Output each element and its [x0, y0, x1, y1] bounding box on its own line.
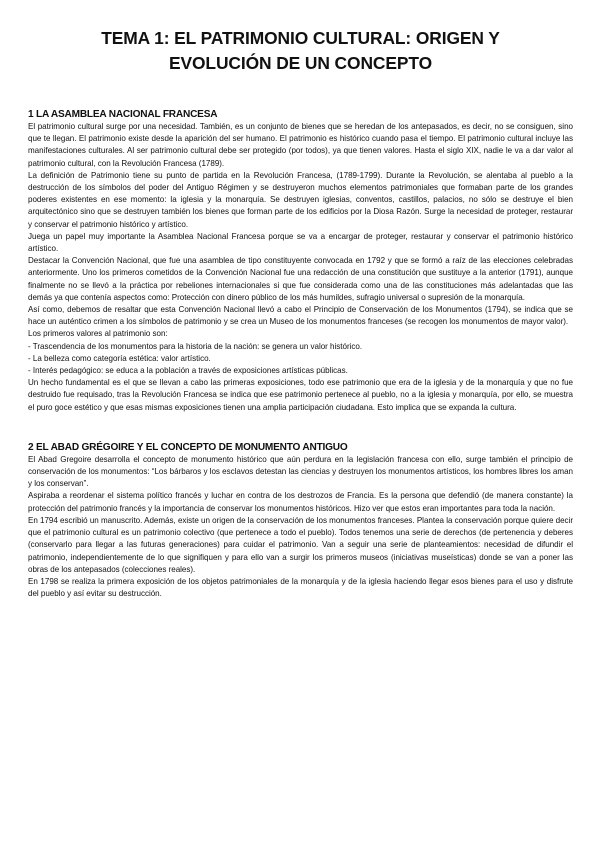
paragraph: Un hecho fundamental es el que se llevan a cabo las primeras exposiciones, todo ese patrimonio que era de la iglesia y de la monarquía y que no fue destruido fue requisado, tras la Revolución Francesa se indica que ese patrimonio pertenece al pueblo, no a la iglesia y monarquía, por ello, se muestra el puro goce estético y que esas mismas exposiciones tienen una amplia participación ciudadana. Esto implica que se expanda la cultura. [28, 378, 573, 412]
section-asamblea-nacional [28, 108, 573, 414]
title-line-2: EVOLUCIÓN DE UN CONCEPTO [169, 53, 432, 73]
section-heading: 1 LA ASAMBLEA NACIONAL FRANCESA [28, 109, 218, 120]
title-line-1: TEMA 1: EL PATRIMONIO CULTURAL: ORIGEN Y [101, 28, 500, 48]
paragraph: Así como, debemos de resaltar que esta Convención Nacional llevó a cabo el Principio de Conservación de los Monumentos (1794), se indica que se hace un auténtico crimen a los símbolos de patrimonio y se crea un Museo de los monumentos franceses (se recogen los monumentos de mayor valor). [28, 305, 573, 327]
list-intro: Los primeros valores al patrimonio son: [28, 329, 168, 339]
paragraph: La definición de Patrimonio tiene su punto de partida en la Revolución Francesa, (1789-1799). Durante la Revolución, se alentaba al pueblo a la destrucción de los símbolos del poder del Antiguo Régimen y se destruyeron muchos elementos patrimoniales que formaban parte de los grandes poderes existentes en ese momento: la iglesia y la monarquía. Se destruyen iglesias, conventos, castillos, palacios, no sólo se destruye el bien arquitectónico sino que se destruyen también los bienes que forman parte de los edificios por la Diosa Razón. Surge la necesidad de proteger, restaurar y conservar el patrimonio histórico y artístico. [28, 170, 573, 229]
paragraph: En 1794 escribió un manuscrito. Además, existe un origen de la conservación de los monumentos franceses. Plantea la conservación porque quiere decir que el patrimonio cultural es un patrimonio colectivo (que pertenece a todo el pueblo). Todos tenemos una serie de derechos (de pertenencia y deberes (conservarlo para llegar a las futuras generaciones) para cuidar el patrimonio. Van a seguir una serie de planteamientos: necesidad de difundir el patrimonio, independientemente de lo que signifiquen y para ello van a surgir los primeros museos (iniciativas museísticas) donde se van a poner las obras de los antepasados (colecciones reales). [28, 515, 573, 574]
page-title [28, 26, 573, 76]
paragraph: Juega un papel muy importante la Asamblea Nacional Francesa porque se va a encargar de proteger, restaurar y conservar el patrimonio histórico artístico. [28, 231, 573, 254]
section-abad-gregoire [28, 441, 573, 600]
paragraph: El Abad Gregoire desarrolla el concepto de monumento histórico que aún perdura en la legislación francesa con ello, surge también el principio de conservación de los monumentos: “Los bárbaros y los esclavos detestan las ciencias y destruyen los monumentos artísticos, los hombres libres los aman y los conservan”. [28, 454, 573, 489]
paragraph: Destacar la Convención Nacional, que fue una asamblea de tipo constituyente convocada en 1792 y que se formó a raíz de las elecciones celebradas anteriormente. Uno los primeros cometidos de la Convención Nacional fue una redacción de una constitución que sustituye a la anterior (1791), aunque finalmente no se llevó a la práctica por rebeliones internacionales si que fue considerada como una de las constituciones más adelantadas que las demás ya que contenía aspectos como: Protección con dinero público de los más humildes, sufragio universal o supresión de la monarquía. [28, 256, 573, 302]
list-item: - La belleza como categoría estética: valor artístico. [28, 353, 211, 363]
paragraph: El patrimonio cultural surge por una necesidad. También, es un conjunto de bienes que se heredan de los antepasados, es decir, no se consiguen, sino que te llegan. El patrimonio existe desde la aparición del ser humano. El patrimonio es histórico cuando pasa el tiempo. El patrimonio cultural incluye las manifestaciones culturales. Al ser patrimonio cultural debe ser protegido (por todos), ya que tienen valores. Hasta el siglo XIX, nadie le va a dar valor al patrimonio cultural, con la Revolución Francesa (1789). [28, 122, 573, 168]
paragraph: En 1798 se realiza la primera exposición de los objetos patrimoniales de la monarquía y de la iglesia haciendo llegar esos bienes para el uso y disfrute del pueblo y así evitar su destrucción. [28, 576, 573, 599]
list-item: - Interés pedagógico: se educa a la población a través de exposiciones artísticas públicas. [28, 366, 348, 376]
section-heading: 2 EL ABAD GRÉGOIRE Y EL CONCEPTO DE MONUMENTO ANTIGUO [28, 441, 348, 453]
list-item: - Trascendencia de los monumentos para la historia de la nación: se genera un valor histórico. [28, 341, 363, 351]
paragraph: Aspiraba a reordenar el sistema político francés y luchar en contra de los destrozos de Francia. Es la persona que defendió (de manera constante) la protección del patrimonio francés y la importancia de conservar los monumentos históricos. Hizo ver que estos eran importantes para toda la nación. [28, 491, 573, 513]
